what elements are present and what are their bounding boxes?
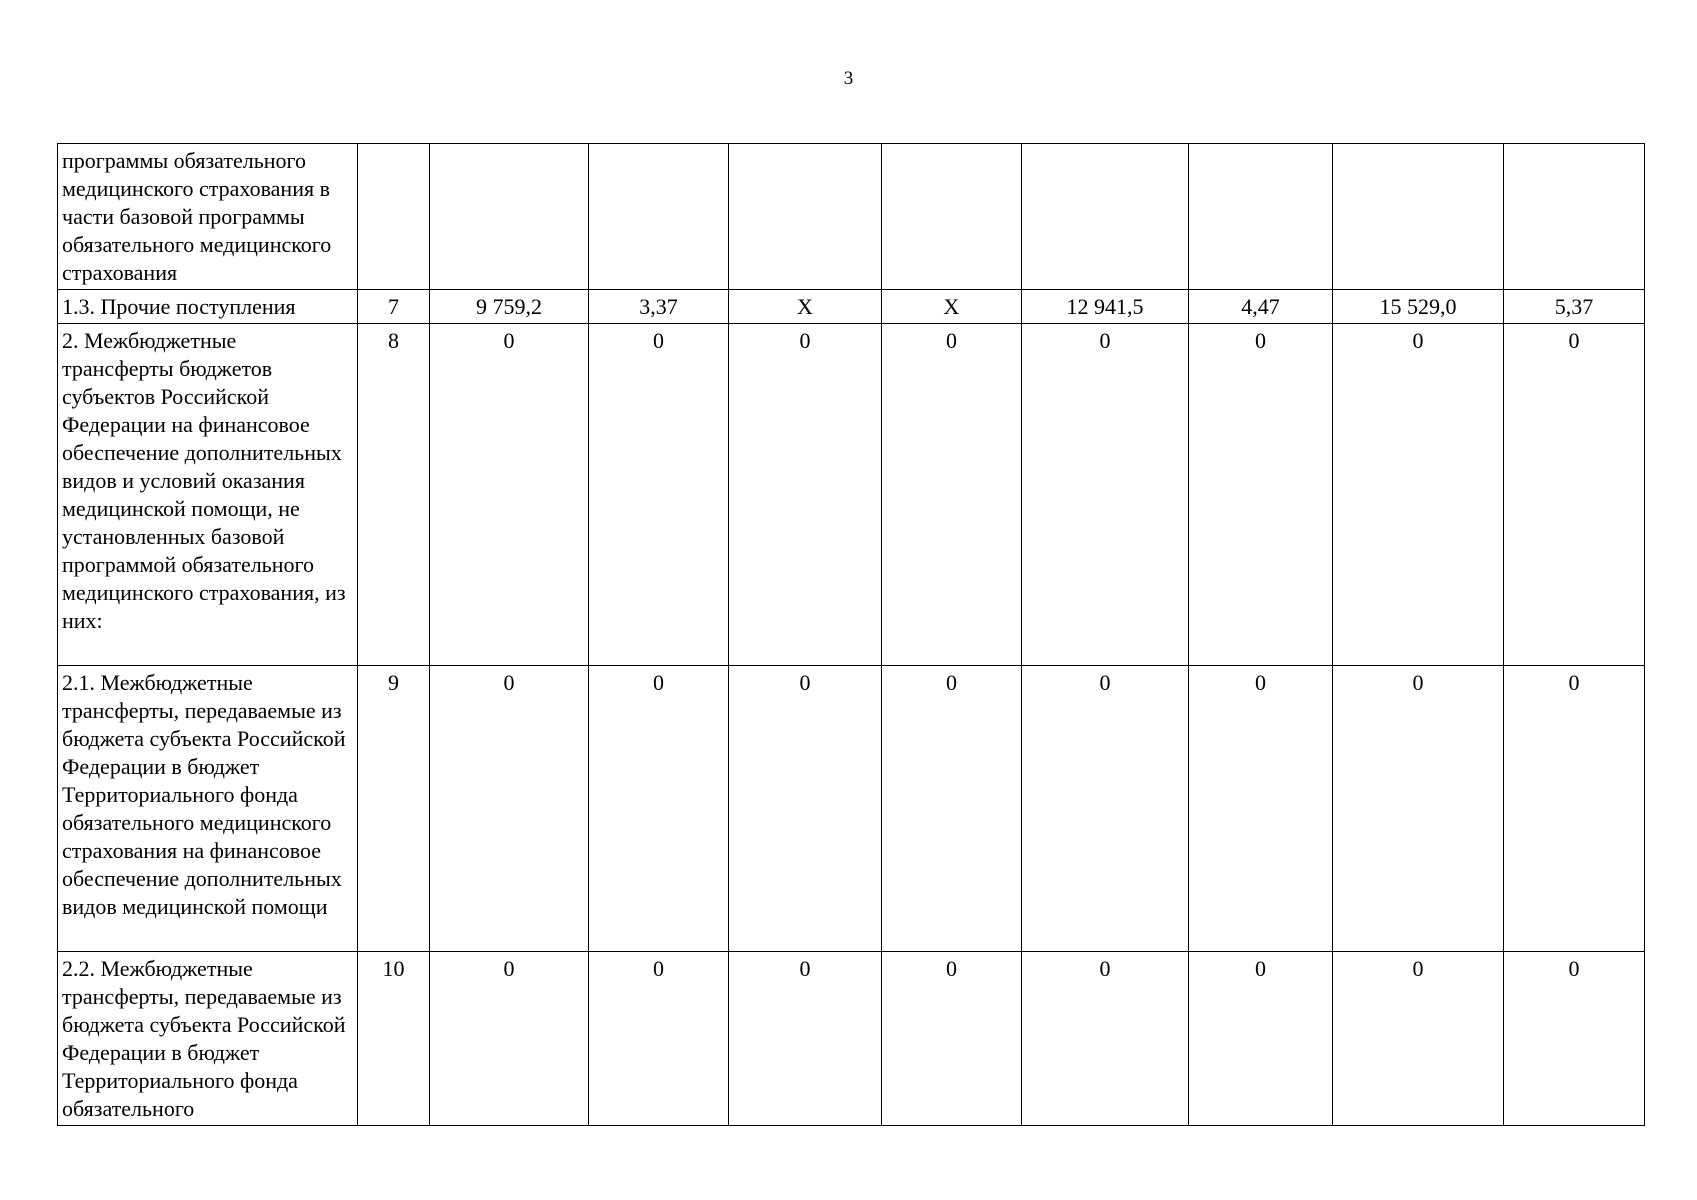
row-label: 1.3. Прочие поступления [58, 290, 358, 324]
value-cell: 0 [882, 324, 1022, 666]
value-cell: 0 [729, 952, 882, 1126]
table-row [58, 290, 1645, 324]
row-label: программы обязательного медицинского страхования в части базовой программы обязательного медицинского страхования [58, 144, 358, 290]
table-row [58, 952, 1645, 1126]
value-cell: 0 [882, 952, 1022, 1126]
table-row [58, 324, 1645, 666]
page-number: 3 [843, 68, 854, 89]
value-cell: 0 [1333, 324, 1504, 666]
value-cell [430, 144, 589, 290]
value-cell: 0 [1189, 666, 1333, 952]
value-cell: 0 [589, 952, 729, 1126]
value-cell: 0 [1189, 324, 1333, 666]
value-cell: 0 [1504, 324, 1645, 666]
row-label: 2.1. Межбюджетные трансферты, передаваемые из бюджета субъекта Российской Федерации в бюджет Территориального фонда обязательного медицинского страхования на финансовое обеспечение дополнительных видов медицинской помощи [58, 666, 358, 952]
value-cell [1189, 144, 1333, 290]
value-cell: 0 [430, 952, 589, 1126]
value-cell: 0 [1333, 952, 1504, 1126]
value-cell: 0 [1022, 324, 1189, 666]
value-cell: X [882, 290, 1022, 324]
row-label: 2. Межбюджетные трансферты бюджетов субъектов Российской Федерации на финансовое обеспечение дополнительных видов и условий оказания медицинской помощи, не установленных базовой программой обязательного медицинского страхования, из них: [58, 324, 358, 666]
table-row [58, 144, 1645, 290]
value-cell: X [729, 290, 882, 324]
value-cell: 0 [430, 324, 589, 666]
row-code-cell: 7 [358, 290, 430, 324]
value-cell: 9 759,2 [430, 290, 589, 324]
value-cell: 12 941,5 [1022, 290, 1189, 324]
value-cell: 0 [1504, 666, 1645, 952]
row-label: 2.2. Межбюджетные трансферты, передаваемые из бюджета субъекта Российской Федерации в бюджет Территориального фонда обязательного [58, 952, 358, 1126]
value-cell: 0 [430, 666, 589, 952]
value-cell: 0 [882, 666, 1022, 952]
value-cell: 0 [1022, 666, 1189, 952]
value-cell: 0 [729, 666, 882, 952]
table-row [58, 666, 1645, 952]
value-cell [729, 144, 882, 290]
table-body [58, 144, 1645, 1126]
value-cell: 0 [589, 324, 729, 666]
budget-table [57, 143, 1645, 1126]
value-cell [1333, 144, 1504, 290]
value-cell: 0 [1333, 666, 1504, 952]
value-cell: 0 [729, 324, 882, 666]
value-cell: 4,47 [1189, 290, 1333, 324]
row-code-cell: 8 [358, 324, 430, 666]
value-cell: 0 [1189, 952, 1333, 1126]
row-code-cell [358, 144, 430, 290]
value-cell: 15 529,0 [1333, 290, 1504, 324]
value-cell [882, 144, 1022, 290]
value-cell [1504, 144, 1645, 290]
value-cell: 0 [589, 666, 729, 952]
row-code-cell: 10 [358, 952, 430, 1126]
row-code-cell: 9 [358, 666, 430, 952]
value-cell: 0 [1022, 952, 1189, 1126]
value-cell [1022, 144, 1189, 290]
value-cell: 5,37 [1504, 290, 1645, 324]
value-cell [589, 144, 729, 290]
value-cell: 3,37 [589, 290, 729, 324]
value-cell: 0 [1504, 952, 1645, 1126]
